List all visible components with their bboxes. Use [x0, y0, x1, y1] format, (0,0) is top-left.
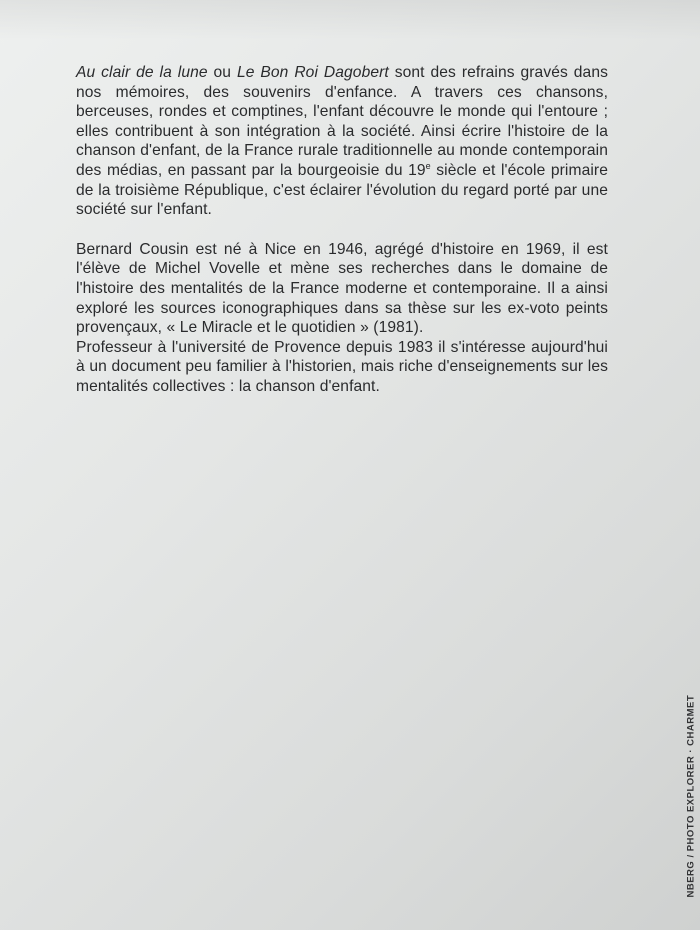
photo-credit: NBERG / PHOTO EXPLORER · CHARMET: [685, 694, 697, 898]
conjunction: ou: [207, 64, 237, 81]
page-shadow: [0, 0, 700, 40]
century-superscript: e: [425, 160, 431, 171]
song-title-1: Au clair de la lune: [76, 64, 208, 81]
author-bio-paragraph: Bernard Cousin est né à Nice en 1946, agrégé d'histoire en 1969, il est l'élève de Michel Vovelle et mène ses recherches dans le domaine de l'histoire des mentalités de la France moderne et contemporaine. Il a ainsi exploré les sources iconographiques dans sa thèse sur les ex-voto peints provençaux, « Le Miracle et le quotidien » (1981).: [76, 240, 608, 337]
author-research-paragraph: Professeur à l'université de Provence depuis 1983 il s'intéresse aujourd'hui à un document peu familier à l'historien, mais riche d'enseignements sur les mentalités collectives : la chanson d'enfant.: [76, 338, 608, 395]
back-cover-text: [76, 63, 608, 397]
summary-text-b: siècle et l'école primaire de la troisième République, c'est éclairer l'évolution du regard porté par une société sur l'enfant.: [76, 161, 608, 219]
summary-paragraph: [76, 63, 608, 220]
song-title-2: Le Bon Roi Dagobert: [236, 64, 389, 81]
summary-text-a: sont des refrains gravés dans nos mémoires, des souvenirs d'enfance. A travers ces chansons, berceuses, rondes et comptines, l'enfant découvre le monde qui l'entoure ; elles contribuent à son intégration à la société. Ainsi écrire l'histoire de la chanson d'enfant, de la France rurale traditionnelle au monde contemporain des médias, en passant par la bourgeoisie du 19: [76, 64, 608, 179]
